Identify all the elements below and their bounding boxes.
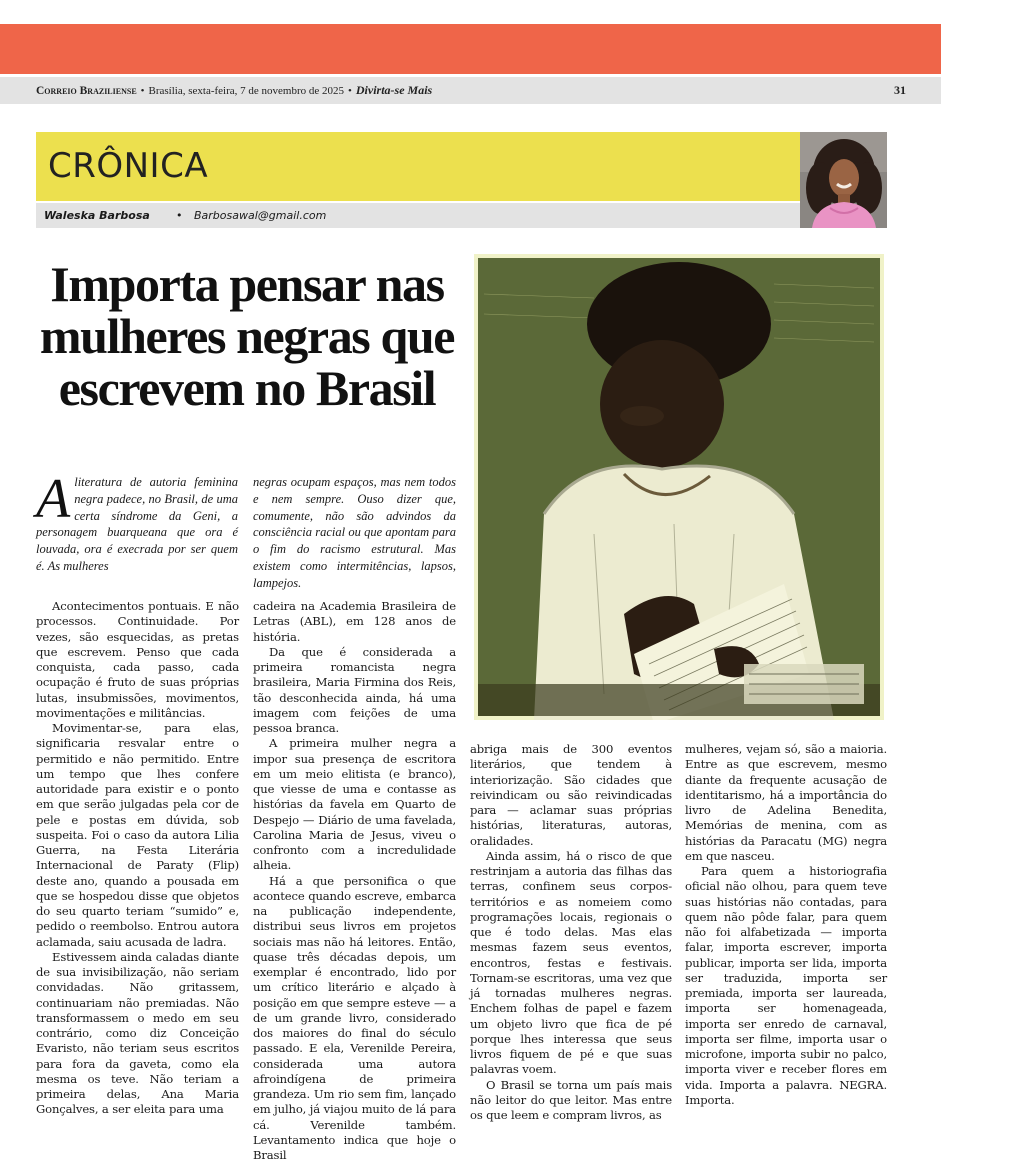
illustration-woman-writing [474, 254, 884, 720]
author-name: Waleska Barbosa [44, 203, 150, 228]
body-paragraph: O Brasil se torna um país mais não leitor do que leitor. Mas entre os que leem e compram livros, as [470, 1078, 672, 1124]
column-name: CRÔNICA [48, 146, 208, 186]
lead-paragraph-part2: negras ocupam espaços, mas nem todos e nem sempre. Ouso dizer que, comumente, não são advindos da consciência racial ou que apontam para o fim do racismo estrutural. Mas existem como intermitências, lapsos, lampejos. [253, 474, 456, 592]
body-paragraph: mulheres, vejam só, são a maioria. Entre as que escrevem, mesmo diante da frequente acusação de identitarismo, há a importância do livro de Adelina Benedita, Memórias de menina, com as histórias da Paracatu (MG) negra em que nasceu. [685, 742, 887, 864]
body-paragraph: Para quem a historiografia oficial não olhou, para quem teve suas histórias não contadas, para quem não pôde falar, para quem não foi alfabetizada — importa falar, importa escrever, importa publicar, importa ser lida, importa ser traduzida, importa ser premiada, importa ser laureada, importa ser homenageada, importa ser enredo de carnaval, importa ser filme, importa usar o microfone, importa subir no palco, importa viver e receber flores em vida. Importa a palavra. NEGRA. Importa. [685, 864, 887, 1108]
body-paragraph: A primeira mulher negra a impor sua presença de escritora em um meio elitista (e branco), que viesse de uma e contasse as histórias da favela em Quarto de Despejo — Diário de uma favelada, Carolina Maria de Jesus, viveu o confronto com a incredulidade alheia. [253, 736, 456, 873]
body-column-2 [253, 599, 456, 1163]
body-paragraph: cadeira na Academia Brasileira de Letras (ABL), em 128 anos de história. [253, 599, 456, 645]
lead-paragraph-part1: Aliteratura de autoria feminina negra padece, no Brasil, de uma certa síndrome da Geni, a personagem buarqueana que ora é louvada, ora é execrada por ser quem é. As mulheres [36, 474, 238, 575]
body-column-3 [470, 742, 672, 1123]
drop-cap: A [36, 475, 70, 523]
section-name: Divirta-se Mais [356, 83, 432, 97]
body-paragraph: Estivessem ainda caladas diante de sua invisibilização, não seriam convidadas. Não gritassem, continuariam não premiadas. Não transformassem o medo em seu contrário, como diz Conceição Evaristo, não teriam seus escritos para fora da gaveta, como ela mesma os teve. Não teriam a primeira delas, Ana Maria Gonçalves, a ser eleita para uma [36, 950, 239, 1118]
top-color-band [0, 24, 941, 74]
byline [36, 203, 800, 228]
column-header [36, 132, 800, 201]
body-paragraph: Movimentar-se, para elas, significaria resvalar entre o permitido e não permitido. Entre um tempo que lhes confere autoridade para existir e o ponto em que serão julgadas pela cor de pele e postas em dúvida, sob suspeita. Foi o caso da autora Lilia Guerra, na Festa Literária Internacional de Paraty (Flip) deste ano, quando a pousada em que se hospedou disse que objetos do seu quarto teriam “sumido” e, pedido o reembolso. Entrou autora aclamada, saiu acusada de ladra. [36, 721, 239, 950]
body-paragraph: Ainda assim, há o risco de que restrinjam a autoria das filhas das terras, confinem seus corpos-territórios e as nomeiem como programações locais, regionais o que é todo delas. Mas elas mesmas fazem seus eventos, encontros, festas e festivais. Tornam-se escritoras, uma vez que já tornadas mulheres negras. Enchem folhas de papel e fazem um objeto livro que fica de pé porque lhes interessa que seus livros fiquem de pé e que suas palavras voem. [470, 849, 672, 1078]
newspaper-name: Correio Braziliense [36, 85, 137, 97]
body-paragraph: Há a que personifica o que acontece quando escreve, embarca na publicação independente, distribui seus livros em projetos sociais mas não há leitores. Então, quase três décadas depois, um exemplar é encontrado, lido por um crítico literário e alçado à posição em que sempre esteve — a de um grande livro, considerado dos maiores do final do século passado. E ela, Verenilde Pereira, considerada uma autora afroindígena de primeira grandeza. Um rio sem fim, lançado em julho, já viajou muito de lá para cá. Verenilde também. Levantamento indica que hoje o Brasil [253, 874, 456, 1163]
byline-separator: • [176, 203, 183, 228]
body-column-4 [685, 742, 887, 1108]
body-paragraph: abriga mais de 300 eventos literários, que tendem à interiorização. São cidades que reivindicam ou são reivindicadas para — aclamar suas próprias histórias, literaturas, autoras, oralidades. [470, 742, 672, 849]
body-column-1 [36, 599, 239, 1118]
body-paragraph: Acontecimentos pontuais. E não processos. Continuidade. Por vezes, são esquecidas, as pretas que escrevem. Penso que cada conquista, cada passo, cada ocupação é fruto de suas próprias lutas, insubmissões, movimentos, movimentações e militâncias. [36, 599, 239, 721]
folio-bar: Correio Braziliense • Brasília, sexta-feira, 7 de novembro de 2025 • Divirta-se Mais 31 [0, 77, 941, 104]
page-number: 31 [894, 77, 906, 104]
author-email[interactable]: Barbosawal@gmail.com [194, 203, 326, 228]
headline: Importa pensar nas mulheres negras que escrevem no Brasil [30, 258, 464, 414]
body-paragraph: Da que é considerada a primeira romancista negra brasileira, Maria Firmina dos Reis, tão desconhecida ainda, há uma imagem com feições de uma pessoa branca. [253, 645, 456, 737]
author-photo [800, 132, 887, 228]
dateline: Brasília, sexta-feira, 7 de novembro de 2025 [149, 85, 345, 97]
